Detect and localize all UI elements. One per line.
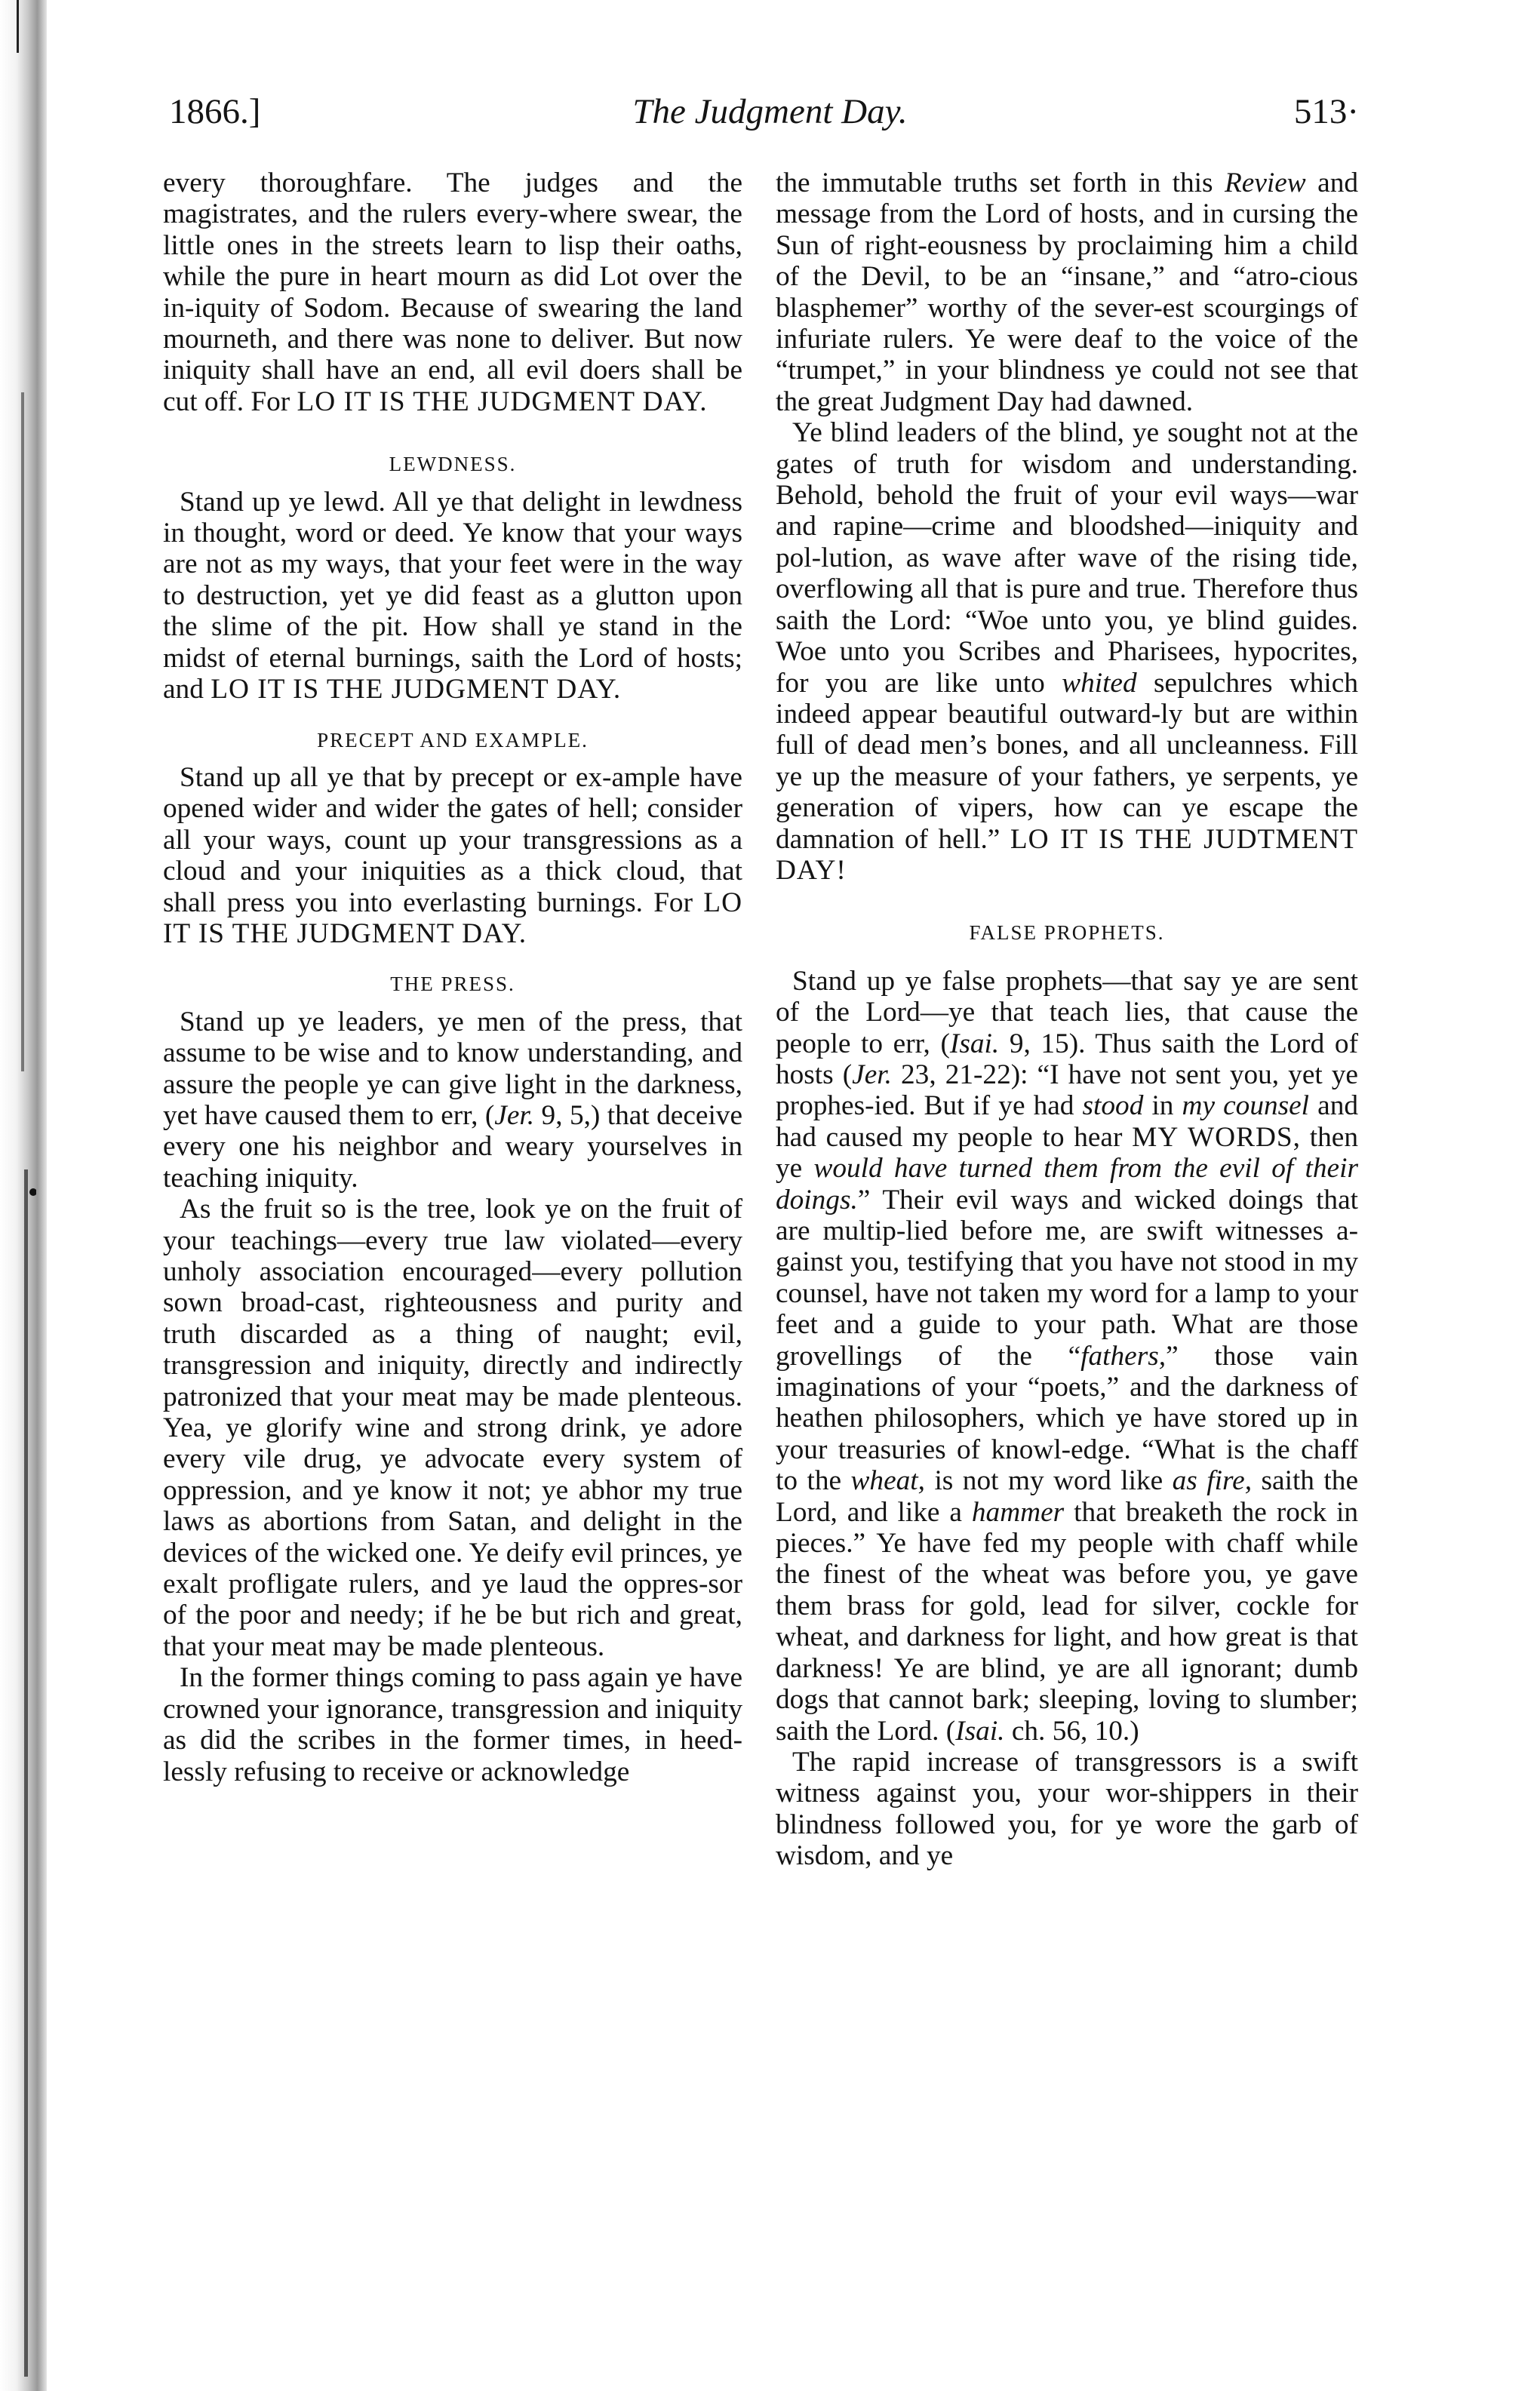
paragraph-precept bbox=[163, 762, 742, 949]
binding-mark bbox=[17, 0, 19, 53]
paragraph-review bbox=[776, 167, 1358, 417]
emphasis: fathers, bbox=[1080, 1340, 1167, 1372]
scripture-ref: Isai. bbox=[955, 1715, 1005, 1747]
refrain: LO IT IS THE JUDGMENT DAY. bbox=[211, 674, 622, 705]
paragraph-press-2: As the fruit so is the tree, look ye on the fruit of your teachings—every true law violated—every unholy association encouraged—every pollution sown broad-cast, righteousness and purity and truth discarded as a thing of naught; evil, transgression and iniquity, directly and indirectly patronized that your meat may be made plenteous. Yea, ye glorify wine and strong drink, ye adore every vile drug, ye advocate every system of oppression, and ye know it not; ye abhor my true laws as abortions from Satan, and delight in the devices of the wicked one. Ye deify evil princes, ye exalt profligate rulers, and ye laud the oppres-sor of the poor and needy; if he be but rich and great, that your meat may be made plenteous. bbox=[163, 1194, 742, 1662]
paragraph-false-prophets bbox=[776, 966, 1358, 1747]
paragraph-lewdness bbox=[163, 487, 742, 705]
text-run: every thoroughfare. The judges and the magistrates, and the rulers every-where swear, the little ones in the streets learn to lisp their oaths, while the pure in heart mourn as did Lot over the in-iquity of Sodom. Because of swearing the land mourneth, and there was none to deliver. But now iniquity shall have an end, all evil doers shall be cut off. For bbox=[163, 167, 742, 417]
section-heading-lewdness: LEWDNESS. bbox=[389, 453, 517, 476]
emphasis: stood bbox=[1082, 1090, 1144, 1122]
left-column bbox=[163, 167, 742, 1787]
text-run: 23, 21-22): “I have not sent you, yet ye prophes-ied. But if ye had bbox=[776, 1059, 1358, 1122]
refrain: LO IT IS THE JUDTMENT DAY! bbox=[776, 823, 1358, 886]
binding-marks bbox=[14, 0, 36, 2391]
emphasis: hammer bbox=[971, 1496, 1065, 1528]
text-run: in bbox=[1143, 1090, 1182, 1122]
text-run: Stand up ye false prophets—that say ye are sent of the Lord—ye that teach lies, that cause the people to err, ( bbox=[776, 965, 1358, 1059]
text-run: and had caused my people to hear bbox=[776, 1090, 1358, 1153]
binding-mark bbox=[29, 1188, 36, 1196]
text-run: saith the Lord, and like a bbox=[776, 1465, 1358, 1528]
section-heading-press: THE PRESS. bbox=[390, 973, 515, 996]
text-run: the immutable truths set forth in this bbox=[776, 167, 1225, 198]
text-run: 9, 5,) that deceive every one his neighbor and weary yourselves in teaching iniquity. bbox=[163, 1099, 743, 1194]
text-run: is not my word like bbox=[924, 1465, 1173, 1497]
section-heading-false-prophets: FALSE PROPHETS. bbox=[969, 921, 1165, 945]
text-run: and message from the Lord of hosts, and in cursing the Sun of right-eousness by proclaiming him a child of the Devil, to be an “insane,” and “atro-cious blasphemer” worthy of the sever-est scourgings of infuriate rulers. Ye were deaf to the voice of the “trumpet,” in your blindness ye could not see that the great Judgment Day had dawned. bbox=[776, 167, 1358, 417]
binding-mark bbox=[24, 1169, 28, 2377]
paragraph-blind-leaders bbox=[776, 417, 1358, 886]
paragraph-transgressors: The rapid increase of transgressors is a swift witness against you, your wor-shippers in their blindness followed you, for ye wore the garb of wisdom, and ye bbox=[776, 1746, 1358, 1872]
text-run: Stand up all ye that by precept or ex-ample have opened wider and wider the gates of hell; consider all your ways, count up your transgressions as a cloud and your iniquities as a thick cloud, that shall press you into everlasting burnings. For bbox=[163, 761, 742, 918]
emphasis: would have turned them from the evil of their doings. bbox=[776, 1153, 1358, 1215]
scripture-ref: Isai. bbox=[949, 1028, 1000, 1059]
text-run: Stand up ye leaders, ye men of the press, that assume to be wise and to know understanding, and assure the people ye can give light in the darkness, yet have caused them to err, ( bbox=[163, 1006, 742, 1131]
text-run: Stand up ye lewd. All ye that delight in lewdness in thought, word or deed. Ye know that your ways are not as my ways, that your feet were in the way to destruction, yet ye did feast as a glutton upon the slime of the pit. How shall ye stand in the midst of eternal burnings, saith the Lord of hosts; and bbox=[163, 486, 742, 705]
emphasis: wheat, bbox=[850, 1465, 925, 1497]
emphasis: whited bbox=[1062, 667, 1137, 699]
refrain: LO IT IS THE JUDGMENT DAY. bbox=[297, 386, 708, 417]
paragraph-press-3: In the former things coming to pass again ye have crowned your ignorance, transgression and iniquity as did the scribes in the former times, in heed-lessly refusing to receive or acknowledge bbox=[163, 1662, 742, 1787]
text-run: ” Their evil ways and wicked doings that are multip-lied before me, are swift witnesses a-gainst you, testifying that you have not stood in my counsel, have not taken my word for a lamp to your feet and a guide to your path. What are those grovellings of the “ bbox=[776, 1184, 1358, 1372]
binding-mark bbox=[21, 392, 24, 1071]
emphasis: my counsel bbox=[1182, 1090, 1310, 1122]
emphasis: as fire, bbox=[1172, 1465, 1253, 1497]
paragraph-press-1 bbox=[163, 1006, 742, 1194]
scripture-ref: Jer. bbox=[494, 1099, 535, 1131]
section-heading-precept: PRECEPT AND EXAMPLE. bbox=[317, 728, 589, 751]
page-number: 513· bbox=[1293, 92, 1359, 131]
running-head-title: The Judgment Day. bbox=[632, 92, 908, 131]
emphasis: MY WORDS bbox=[1132, 1121, 1293, 1153]
paragraph-swearing bbox=[163, 167, 742, 417]
right-column bbox=[776, 167, 1358, 1872]
emphasis: Review bbox=[1225, 167, 1306, 198]
scripture-ref: Jer. bbox=[852, 1059, 892, 1090]
refrain: LO IT IS THE JUDGMENT DAY. bbox=[163, 887, 742, 949]
text-run: Ye blind leaders of the blind, ye sought not at the gates of truth for wisdom and understanding. Behold, behold the fruit of your evil ways—war and rapine—crime and bloodshed—iniquity and pol-lution, as wave after wave of the rising tide, overflowing all that is pure and true. Therefore thus saith the Lord: “Woe unto you, ye blind guides. Woe unto you Scribes and Pharisees, hypocrites, for you are like unto bbox=[776, 417, 1358, 699]
text-run: , then ye bbox=[776, 1121, 1358, 1185]
text-run: that breaketh the rock in pieces.” Ye have fed my people with chaff while the finest of the wheat was before you, ye gave them brass for gold, lead for silver, cockle for wheat, and darkness for light, and how great is that darkness! Ye are blind, ye are all ignorant; dumb dogs that cannot bark; sleeping, loving to slumber; saith the Lord. ( bbox=[776, 1496, 1358, 1747]
text-run: 9, 15). Thus saith the Lord of hosts ( bbox=[776, 1028, 1359, 1090]
text-run: ch. 56, 10.) bbox=[1004, 1715, 1139, 1747]
text-run: sepulchres which indeed appear beautiful outward-ly but are within full of dead men’s bones, and all uncleanness. Fill ye up the measure of your fathers, ye serpents, ye generation of vipers, how can ye escape the damnation of hell.” bbox=[776, 667, 1358, 855]
text-run: ” those vain imaginations of your “poets,” and the darkness of heathen philosophers, which ye have stored up in your treasuries of knowl-edge. “What is the chaff to the bbox=[776, 1340, 1358, 1497]
running-head-year: 1866.] bbox=[169, 92, 261, 131]
